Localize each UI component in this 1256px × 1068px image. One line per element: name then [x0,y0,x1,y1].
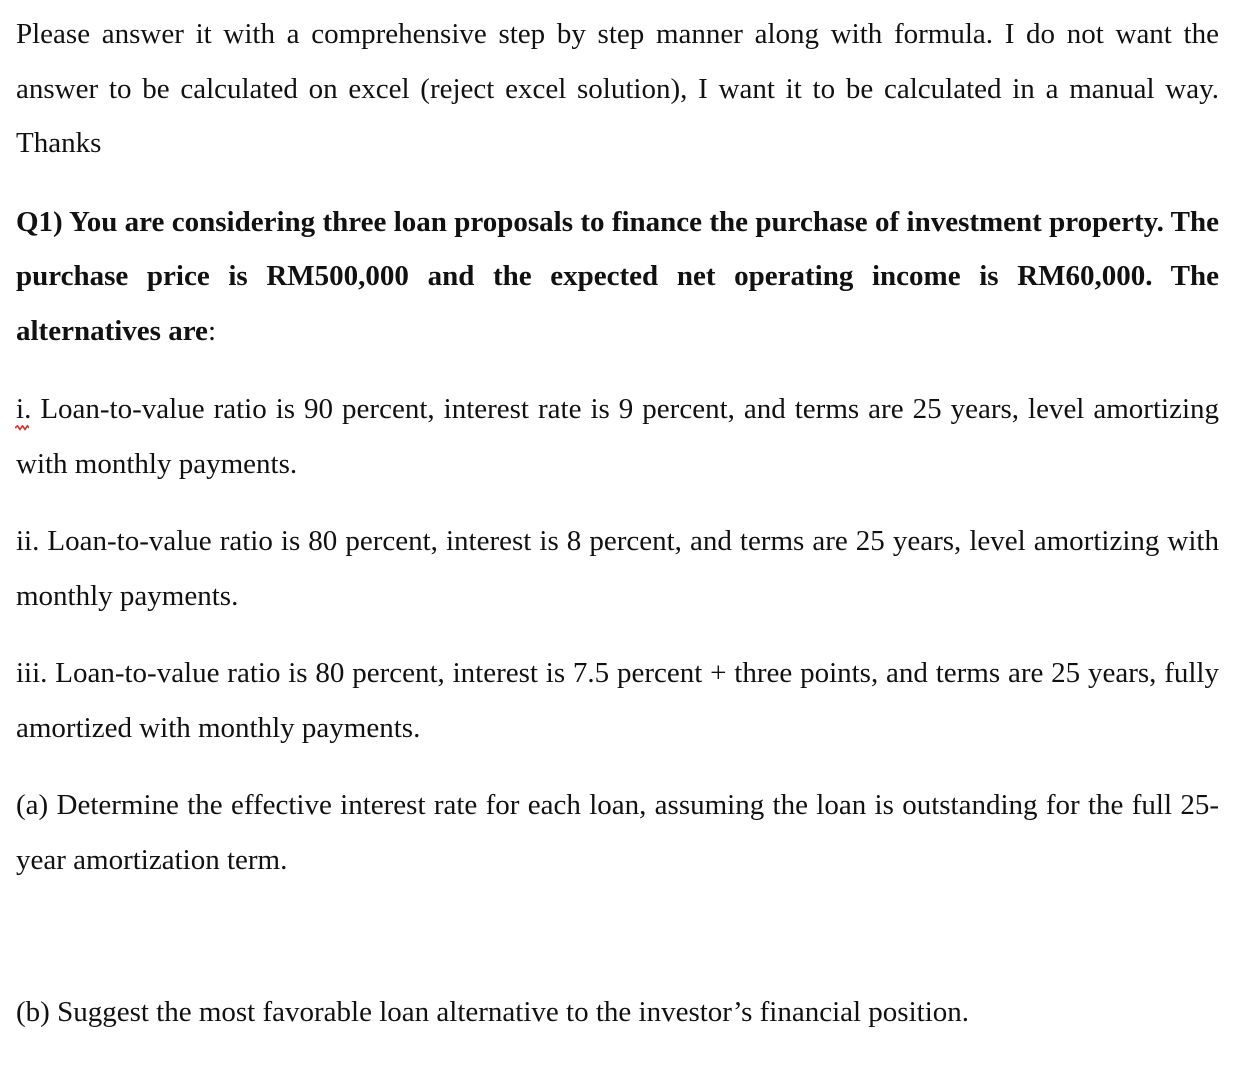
question-paragraph [16,195,1219,359]
alternative-i-marker [16,382,24,437]
alternative-ii-paragraph: ii. Loan-to-value ratio is 80 percent, interest is 8 percent, and terms are 25 years, level amortizing with monthly payments. [16,525,1219,612]
alternative-i-marker-text: i [16,393,25,425]
question-text: Q1) You are considering three loan proposals to finance the purchase of investment property. The purchase price is RM500,000 and the expected net operating income is RM60,000. The alternatives are [16,205,1219,347]
alternative-i-text: . Loan-to-value ratio is 90 percent, interest rate is 9 percent, and terms are 25 years, level amortizing with monthly payments. [16,393,1219,480]
part-a-paragraph: (a) Determine the effective interest rate for each loan, assuming the loan is outstanding for the full 25-year amortization term. [16,789,1219,876]
part-b-paragraph: (b) Suggest the most favorable loan alternative to the investor’s financial position. [16,996,970,1028]
document-page [16,0,1219,1040]
alternative-iii-paragraph: iii. Loan-to-value ratio is 80 percent, interest is 7.5 percent + three points, and terms are 25 years, fully amortized with monthly payments. [16,657,1219,744]
alternative-i-paragraph [16,382,1219,491]
question-colon: : [207,314,216,347]
spellcheck-squiggle-icon [15,425,29,431]
intro-paragraph: Please answer it with a comprehensive step by step manner along with formula. I do not want the answer to be calculated on excel (reject excel solution), I want it to be calculated in a manual way. Thanks [16,18,1219,159]
